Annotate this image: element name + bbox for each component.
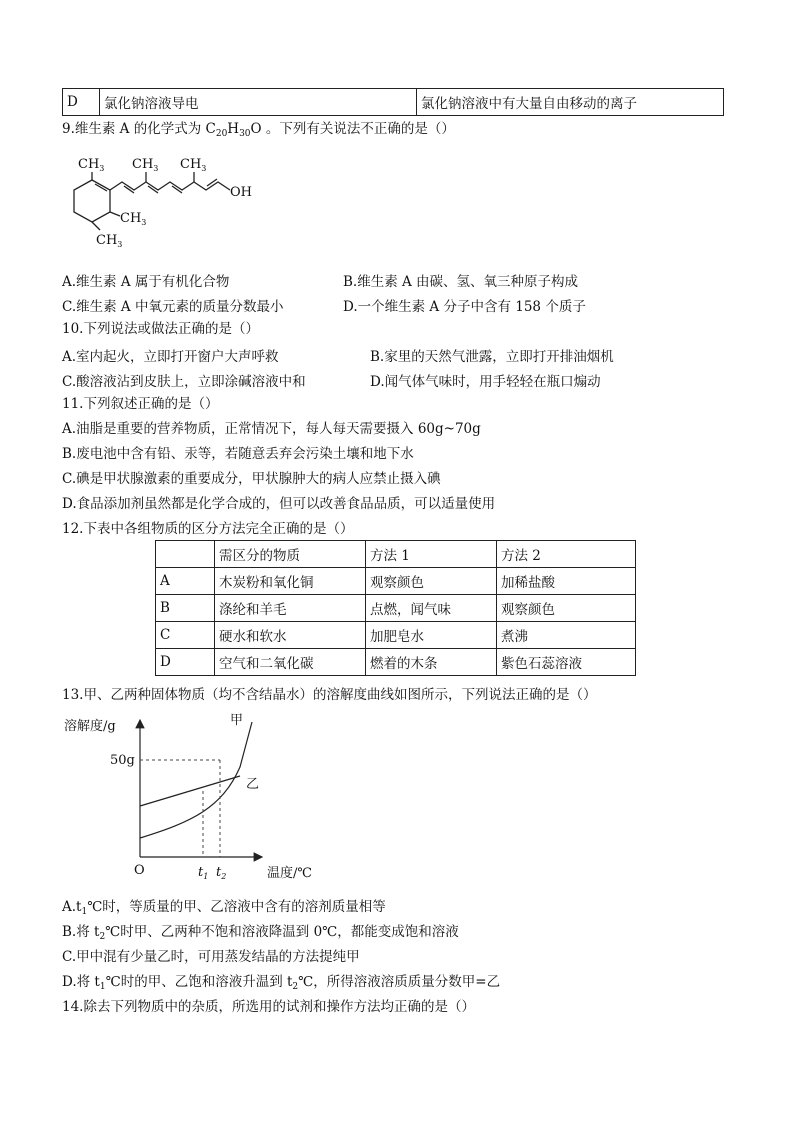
option-text: A.t [62, 899, 82, 915]
header-cell: 需区分的物质 [215, 541, 366, 568]
q9-sub: 30 [239, 129, 251, 139]
option-sub: 2 [99, 932, 106, 942]
table-cell: 观察颜色 [497, 595, 636, 622]
table-cell: 点燃，闻气味 [366, 595, 497, 622]
ch3-label-a: $CH_3$ [78, 157, 105, 173]
jia-label: 甲 [230, 713, 244, 728]
q10-option-a: A.室内起火，立即打开窗户大声呼救 [62, 349, 279, 365]
yi-label: 乙 [246, 777, 260, 792]
y-axis-label: 溶解度/g [64, 719, 116, 734]
ch3-label-c: $CH_3$ [180, 157, 207, 173]
ch3-label-b: $CH_3$ [132, 157, 159, 173]
ch3-label-d: $CH_3$ [120, 211, 147, 227]
option-text: C.甲中混有少量乙时，可用蒸发结晶的方法提纯甲 [62, 949, 360, 965]
q10-option-d: D.闻气体气味时，用手轻轻在瓶口煽动 [370, 374, 601, 390]
q12-stem: 12.下表中各组物质的区分方法完全正确的是（） [62, 521, 354, 537]
q13-stem: 13.甲、乙两种固体物质（均不含结晶水）的溶解度曲线如图所示，下列说法正确的是（） [62, 687, 597, 703]
row-letter: D [63, 89, 100, 116]
option-sub: 1 [81, 907, 88, 917]
header-cell: 方法 2 [497, 541, 636, 568]
q13-option-c [62, 948, 360, 966]
table-cell: A [156, 568, 215, 595]
q9-sub: 20 [215, 129, 228, 139]
table-cell: D [156, 649, 215, 676]
q10-stem: 10.下列说法或做法正确的是（） [62, 321, 259, 337]
origin-label: O [134, 863, 145, 878]
table-cell: B [156, 595, 215, 622]
table-header-row [156, 541, 636, 568]
table-cell: 加稀盐酸 [497, 568, 636, 595]
q9-option-d: D.一个维生素 A 分子中含有 158 个质子 [343, 299, 586, 315]
table-cell: 紫色石蕊溶液 [497, 649, 636, 676]
q11-option-b: B.废电池中含有铅、汞等，若随意丢弃会污染土壤和地下水 [62, 446, 414, 462]
option-text: ℃，所得溶液溶质质量分数甲=乙 [298, 974, 501, 990]
header-cell [156, 541, 215, 568]
q11-option-c: C.碘是甲状腺激素的重要成分，甲状腺肿大的病人应禁止摄入碘 [62, 471, 441, 487]
option-text: ℃时的甲、乙饱和溶液升温到 t [105, 974, 293, 990]
table-row [156, 649, 636, 676]
q11-stem: 11.下列叙述正确的是（） [62, 396, 219, 412]
q13-option-d [62, 973, 500, 996]
q11-option-a: A.油脂是重要的营养物质，正常情况下，每人每天需要摄入 60g~70g [62, 421, 481, 437]
solubility-graph [62, 712, 332, 887]
q10-option-c: C.酸溶液沾到皮肤上，立即涂碱溶液中和 [62, 374, 306, 390]
table-cell: 燃着的木条 [366, 649, 497, 676]
q9-option-a: A.维生素 A 属于有机化合物 [62, 274, 230, 290]
row-substance: 氯化钠溶液导电 [100, 89, 417, 116]
table-cell: 涤纶和羊毛 [215, 595, 366, 622]
jia-curve [140, 722, 252, 838]
table-cell: 硬水和软水 [215, 622, 366, 649]
table-cell: 空气和二氧化碳 [215, 649, 366, 676]
header-cell: 方法 1 [366, 541, 497, 568]
table-row [156, 595, 636, 622]
ch3-label-e: $CH_3$ [96, 233, 123, 249]
t1-label: $t_1$ [198, 865, 209, 881]
q9-stem-part: O 。下列有关说法不正确的是（） [250, 121, 455, 137]
q13-option-a [62, 898, 386, 921]
option-sub: 1 [99, 982, 106, 992]
q9-stem [62, 120, 455, 143]
t2-label: $t_2$ [216, 865, 227, 881]
x-axis-label: 温度/℃ [267, 866, 312, 881]
q12-table [155, 540, 636, 676]
q9-stem-part: H [227, 121, 240, 137]
table-cell: 煮沸 [497, 622, 636, 649]
y-50g-label: 50g [110, 753, 135, 768]
q9-option-b: B.维生素 A 由碳、氢、氧三种原子构成 [343, 274, 579, 290]
top-table [62, 88, 724, 116]
option-text: ℃时，等质量的甲、乙溶液中含有的溶剂质量相等 [87, 899, 386, 915]
option-text: ℃时甲、乙两种不饱和溶液降温到 0℃，都能变成饱和溶液 [105, 924, 459, 940]
table-row [156, 622, 636, 649]
table-cell: C [156, 622, 215, 649]
table-cell: 加肥皂水 [366, 622, 497, 649]
table-row [156, 568, 636, 595]
q14-stem: 14.除去下列物质中的杂质，所选用的试剂和操作方法均正确的是（） [62, 999, 475, 1015]
q9-option-c: C.维生素 A 中氧元素的质量分数最小 [62, 299, 284, 315]
table-cell: 木炭粉和氧化铜 [215, 568, 366, 595]
oh-label: OH [230, 185, 252, 200]
option-text: B.将 t [62, 924, 100, 940]
q9-stem-part: 9.维生素 A 的化学式为 C [62, 121, 216, 137]
table-row [63, 89, 724, 116]
table-cell: 观察颜色 [366, 568, 497, 595]
vitamin-a-structure [62, 150, 252, 260]
row-explanation: 氯化钠溶液中有大量自由移动的离子 [417, 89, 724, 116]
q13-option-b [62, 923, 459, 946]
q11-option-d: D.食品添加剂虽然都是化学合成的，但可以改善食品品质，可以适量使用 [62, 496, 496, 512]
option-sub: 2 [292, 982, 299, 992]
option-text: D.将 t [62, 974, 100, 990]
q10-option-b: B.家里的天然气泄露，立即打开排油烟机 [370, 349, 614, 365]
